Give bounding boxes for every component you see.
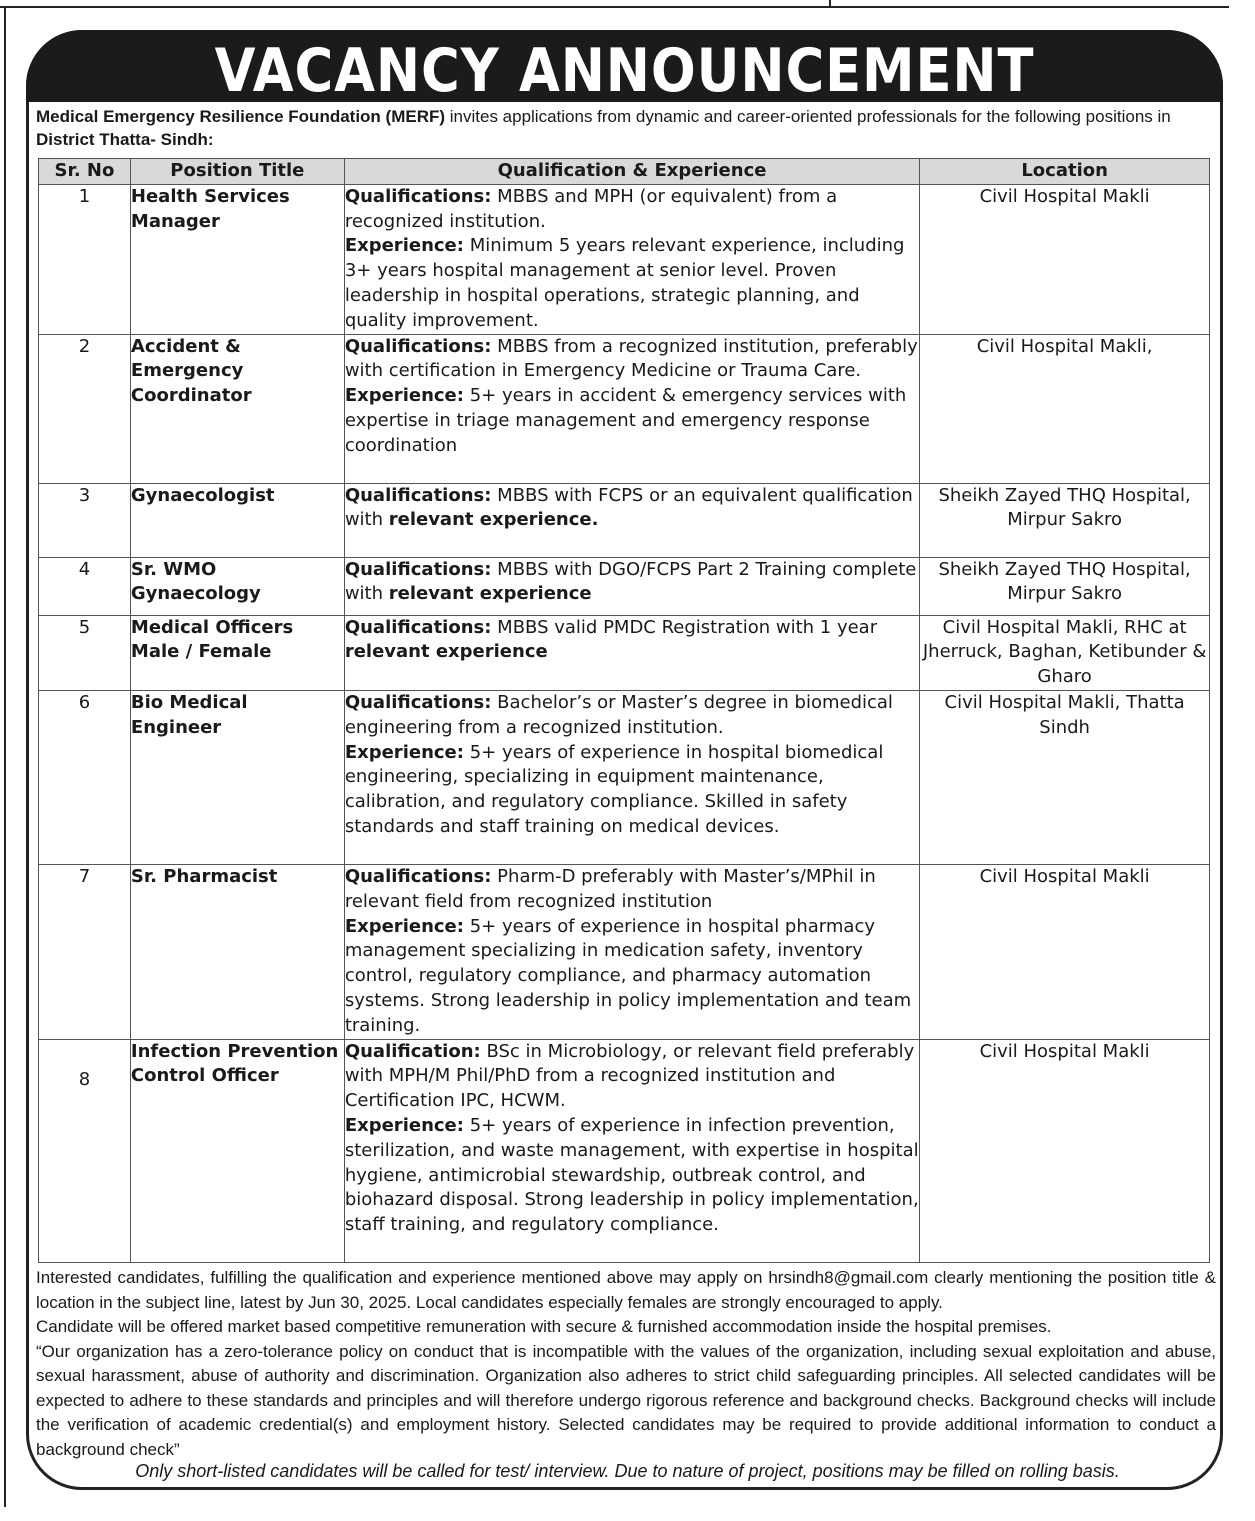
qual-bold: relevant experience. xyxy=(388,509,599,531)
qual-label: Qualifications: xyxy=(344,558,492,580)
table-header-row xyxy=(39,159,1210,185)
header-sr: Sr. No xyxy=(39,159,131,185)
row-location: Civil Hospital Makli xyxy=(920,864,1210,1039)
row-qualification xyxy=(344,334,919,483)
qual-label: Qualifications: xyxy=(344,691,492,713)
footer-note: Only short-listed candidates will be called for test/ interview. Due to nature of project, positions may be filled on rolling basis. xyxy=(135,1461,1120,1481)
row-location: Civil Hospital Makli, RHC at Jherruck, Baghan, Ketibunder & Gharo xyxy=(920,615,1210,690)
exp-text: 5+ years of experience in hospital pharmacy management specializing in medication safety, inventory control, regulatory compliance, and pharmacy automation systems. Strong leadership in policy implementation and team training. xyxy=(344,915,912,1036)
qual-label: Qualifications: xyxy=(344,185,492,207)
row-location: Civil Hospital Makli xyxy=(920,1039,1210,1262)
row-qualification xyxy=(344,864,919,1039)
row-location: Civil Hospital Makli xyxy=(920,184,1210,334)
row-title: Accident & Emergency Coordinator xyxy=(130,334,344,483)
row-sr: 5 xyxy=(39,615,131,690)
qual-bold: relevant experience xyxy=(388,583,592,605)
row-location: Civil Hospital Makli, Thatta Sindh xyxy=(920,690,1210,864)
qual-label: Qualifications: xyxy=(344,484,492,506)
row-title: Infection Prevention Control Officer xyxy=(130,1039,344,1262)
qual-text: BSc in Microbiology, or relevant field preferably with MPH/M Phil/PhD from a recognized institution and Certification IPC, HCWM. xyxy=(344,1040,915,1112)
row-qualification xyxy=(344,557,919,615)
table-row xyxy=(39,690,1210,864)
row-qualification xyxy=(344,690,919,864)
exp-text: 5+ years of experience in infection prevention, sterilization, and waste management, with expertise in hospital hygiene, antimicrobial stewardship, outbreak control, and biohazard disposal. Strong leadership in policy implementation, staff training, and regulatory compliance. xyxy=(344,1114,919,1236)
row-qualification xyxy=(344,1039,919,1262)
row-location: Sheikh Zayed THQ Hospital, Mirpur Sakro xyxy=(920,557,1210,615)
table-row xyxy=(39,1039,1210,1262)
intro-org: Medical Emergency Resilience Foundation (MERF) xyxy=(36,107,446,126)
exp-label: Experience: xyxy=(344,1114,464,1136)
exp-label: Experience: xyxy=(344,741,464,763)
exp-label: Experience: xyxy=(344,915,464,937)
qual-text: MBBS from a recognized institution, preferably with certification in Emergency Medicine or Trauma Care. xyxy=(344,335,918,382)
row-sr: 1 xyxy=(39,184,131,334)
qual-text: MBBS with DGO/FCPS Part 2 Training complete with xyxy=(344,558,917,605)
table-row xyxy=(39,864,1210,1039)
table-row xyxy=(39,334,1210,483)
footer-policy: “Our organization has a zero-tolerance policy on conduct that is incompatible with the values of the organization, including sexual exploitation and abuse, sexual harassment, abuse of authority and discrimination. Organization also adheres to strict child safeguarding principles. All selected candidates will be expected to adhere to these standards and principles and will therefore undergo rigorous reference and background checks. Background checks will include the verification of academic credential(s) and employment history. Selected candidates may be required to provide additional information to conduct a background check” xyxy=(36,1341,1216,1459)
qual-label: Qualifications: xyxy=(344,865,492,887)
exp-text: Minimum 5 years relevant experience, including 3+ years hospital management at senior level. Proven leadership in hospital operations, strategic planning, and quality improvement. xyxy=(344,235,905,331)
intro-text: invites applications from dynamic and career-oriented professionals for the following positions in xyxy=(445,107,1171,126)
row-location: Sheikh Zayed THQ Hospital, Mirpur Sakro xyxy=(920,483,1210,557)
row-sr: 2 xyxy=(39,334,131,483)
qual-text: Bachelor’s or Master’s degree in biomedical engineering from a recognized institution. xyxy=(344,691,893,738)
qual-text: MBBS and MPH (or equivalent) from a recognized institution. xyxy=(344,185,838,232)
intro-district: District Thatta- Sindh: xyxy=(36,130,214,149)
qual-label: Qualifications: xyxy=(344,616,492,638)
row-title: Medical Officers Male / Female xyxy=(130,615,344,690)
row-qualification xyxy=(344,615,919,690)
table-row xyxy=(39,483,1210,557)
table-row xyxy=(39,615,1210,690)
footer-apply: Interested candidates, fulfilling the qualification and experience mentioned above may apply on hrsindh8@gmail.com clearly mentioning the position title & location in the subject line, latest by Jun 30, 2025. Local candidates especially females are strongly encouraged to apply. xyxy=(36,1268,1216,1312)
header-title: Position Title xyxy=(130,159,344,185)
row-sr: 3 xyxy=(39,483,131,557)
banner xyxy=(26,30,1223,106)
qual-label: Qualifications: xyxy=(344,335,492,357)
intro-paragraph xyxy=(36,105,1216,151)
row-title: Sr. WMO Gynaecology xyxy=(130,557,344,615)
header-qual: Qualification & Experience xyxy=(344,159,919,185)
qual-text: MBBS valid PMDC Registration with 1 year xyxy=(491,616,878,638)
exp-text: 5+ years of experience in hospital biomedical engineering, specializing in equipment maintenance, calibration, and regulatory compliance. Skilled in safety standards and staff training on medical devices. xyxy=(344,741,884,837)
exp-text: 5+ years in accident & emergency services with expertise in triage management and emergency response coordination xyxy=(344,385,907,456)
top-border-tick xyxy=(829,0,831,8)
top-border xyxy=(0,6,1229,8)
exp-label: Experience: xyxy=(344,235,464,257)
qual-label: Qualification: xyxy=(344,1040,481,1062)
qual-bold: relevant experience xyxy=(344,641,548,663)
row-title: Health Services Manager xyxy=(130,184,344,334)
header-loc: Location xyxy=(920,159,1210,185)
row-sr: 8 xyxy=(39,1039,131,1262)
table-row xyxy=(39,184,1210,334)
table-row xyxy=(39,557,1210,615)
banner-title: VACANCY ANNOUNCEMENT xyxy=(214,36,1035,106)
row-sr: 7 xyxy=(39,864,131,1039)
qual-text: MBBS with FCPS or an equivalent qualification with xyxy=(344,484,913,531)
row-location: Civil Hospital Makli, xyxy=(920,334,1210,483)
row-qualification xyxy=(344,184,919,334)
left-border xyxy=(4,6,6,1507)
qual-text: Pharm-D preferably with Master’s/MPhil in relevant field from recognized institution xyxy=(344,865,876,912)
exp-label: Experience: xyxy=(344,385,464,407)
vacancy-table xyxy=(38,158,1210,1263)
row-title: Bio Medical Engineer xyxy=(130,690,344,864)
row-title: Gynaecologist xyxy=(130,483,344,557)
row-title: Sr. Pharmacist xyxy=(130,864,344,1039)
footer-text xyxy=(36,1266,1216,1462)
row-qualification xyxy=(344,483,919,557)
row-sr: 4 xyxy=(39,557,131,615)
row-sr: 6 xyxy=(39,690,131,864)
footer-remuneration: Candidate will be offered market based competitive remuneration with secure & furnished accommodation inside the hospital premises. xyxy=(36,1317,1052,1336)
